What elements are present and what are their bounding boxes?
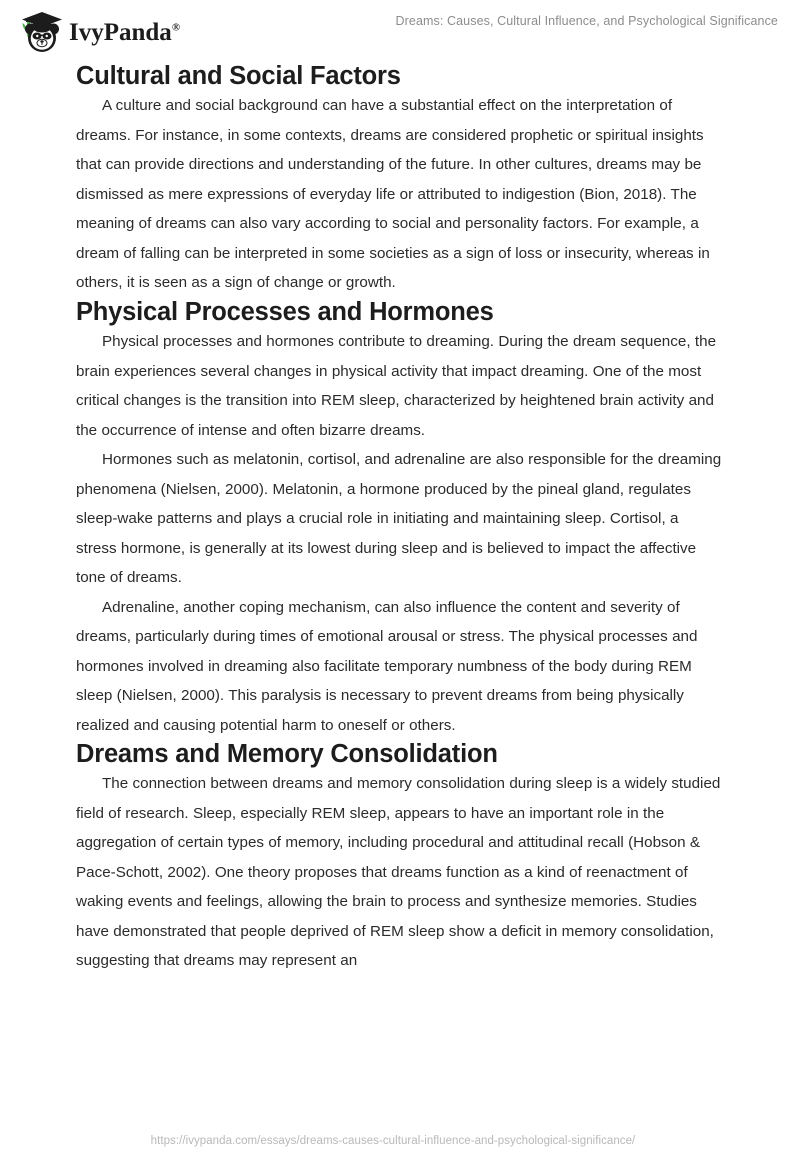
section-heading-physical-processes-and-hormones: Physical Processes and Hormones — [76, 297, 494, 326]
document-title-header: Dreams: Causes, Cultural Influence, and Psychological Significance — [395, 14, 778, 28]
section-heading-cultural-and-social-factors: Cultural and Social Factors — [76, 62, 401, 90]
paragraph: A culture and social background can have a substantial effect on the interpretation of dreams. For instance, in some contexts, dreams are considered prophetic or spiritual insights that can provide directions and understanding of the future. In other cultures, dreams may be dismissed as mere expressions of everyday life or attributed to indigestion (Bion, 2018). The meaning of dreams can also vary according to social and personality factors. For example, a dream of falling can be interpreted in some societies as a sign of loss or insecurity, whereas in others, it is seen as a sign of change or growth. — [76, 97, 710, 292]
document-content — [76, 62, 722, 976]
page-footer — [0, 1131, 800, 1149]
paragraph: Adrenaline, another coping mechanism, can also influence the content and severity of dreams, particularly during times of emotional arousal or stress. The physical processes and hormones involved in dreaming also facilitate temporary numbness of the body during REM sleep (Nielsen, 2000). This paralysis is necessary to prevent dreams from being physically realized and causing potential harm to oneself or others. — [76, 598, 698, 734]
registered-trademark-mark: ® — [171, 21, 181, 34]
paragraph: Physical processes and hormones contribute to dreaming. During the dream sequence, the brain experiences several changes in physical activity that impact dreaming. One of the most critical changes is the transition into REM sleep, characterized by heightened brain activity and the occurrence of intense and often bizarre dreams. — [76, 333, 717, 439]
paragraph: Hormones such as melatonin, cortisol, and adrenaline are also responsible for the dreaming phenomena (Nielsen, 2000). Melatonin, a hormone produced by the pineal gland, regulates sleep-wake patterns and plays a crucial role in initiating and maintaining sleep. Cortisol, a stress hormone, is generally at its lowest during sleep and is believed to impact the affective tone of dreams. — [76, 451, 722, 587]
brand-name-text: IvyPanda — [69, 18, 172, 46]
page-header — [0, 0, 800, 62]
source-url[interactable]: https://ivypanda.com/essays/dreams-causes-cultural-influence-and-psychological-significance/ — [150, 1135, 636, 1147]
section-heading-dreams-and-memory-consolidation: Dreams and Memory Consolidation — [76, 740, 498, 769]
paragraph: The connection between dreams and memory consolidation during sleep is a widely studied field of research. Sleep, especially REM sleep, appears to have an important role in the aggregation of certain types of memory, including procedural and attitudinal recall (Hobson & Pace-Schott, 2002). One theory proposes that dreams function as a kind of reenactment of waking events and feelings, allowing the brain to process and synthesize memories. Studies have demonstrated that people deprived of REM sleep show a deficit in memory consolidation, suggesting that dreams may represent an — [76, 775, 721, 970]
